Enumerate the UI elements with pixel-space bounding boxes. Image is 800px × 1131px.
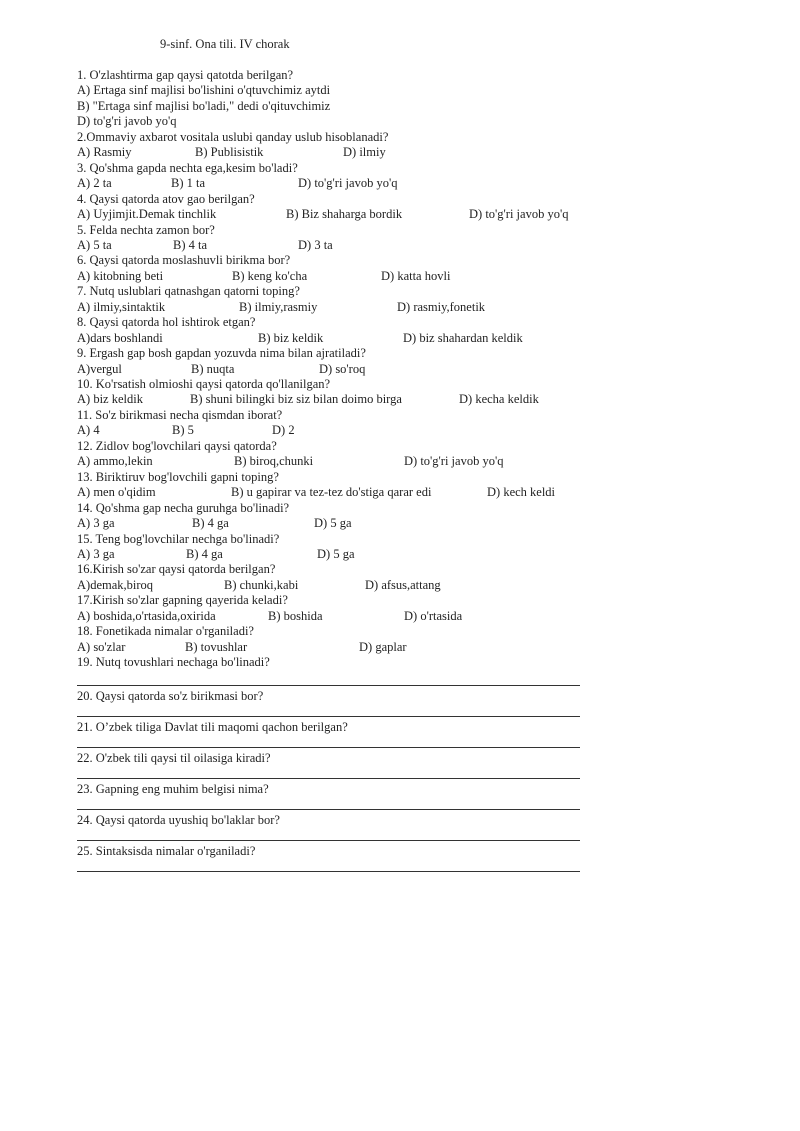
question-text: 17.Kirish so'zlar gapning qayerida keladi? xyxy=(77,593,288,608)
option-d: D) rasmiy,fonetik xyxy=(397,299,486,314)
option-d: D) 5 ga xyxy=(314,516,352,531)
option-b: B) ilmiy,rasmiy xyxy=(239,299,318,314)
question-text: 5. Felda nechta zamon bor? xyxy=(77,222,215,237)
question-text: 19. Nutq tovushlari nechaga bo'linadi? xyxy=(77,655,270,670)
option-d: D) 2 xyxy=(272,423,295,438)
option-b: B) 1 ta xyxy=(171,176,206,191)
option-b: B) Publisistik xyxy=(195,145,264,160)
option-d: D) 5 ga xyxy=(317,546,355,561)
open-question-text: 21. O’zbek tiliga Davlat tili maqomi qachon berilgan? xyxy=(77,720,348,734)
open-question-text: 24. Qaysi qatorda uyushiq bo'laklar bor? xyxy=(77,813,280,827)
open-question-text: 25. Sintaksisda nimalar o'rganiladi? xyxy=(77,844,256,858)
question-text: 6. Qaysi qatorda moslashuvli birikma bor? xyxy=(77,253,291,268)
option-b: B) chunki,kabi xyxy=(224,577,299,592)
option-b: B) Biz shaharga bordik xyxy=(286,207,403,222)
option-a: A) 4 xyxy=(77,423,100,438)
option-b: B) 5 xyxy=(172,423,194,438)
option-a: A)demak,biroq xyxy=(77,577,154,592)
option-d: D) biz shahardan keldik xyxy=(403,330,523,345)
option-b: B) u gapirar va tez-tez do'stiga qarar edi xyxy=(231,485,432,500)
option-a: A)vergul xyxy=(77,361,122,376)
option-d: D) gaplar xyxy=(359,639,407,654)
answer-line xyxy=(77,840,580,841)
option-a: A) so'zlar xyxy=(77,639,126,654)
option-d: D) afsus,attang xyxy=(365,577,441,592)
answer-line xyxy=(77,778,580,779)
option-d: D) ilmiy xyxy=(343,145,386,160)
question-text: 1. O'zlashtirma gap qaysi qatotda berilgan? xyxy=(77,68,294,82)
question-text: 14. Qo'shma gap necha guruhga bo'linadi? xyxy=(77,500,290,515)
option-a: A) 3 ga xyxy=(77,546,115,561)
option-b: B) nuqta xyxy=(191,361,235,376)
option-d: D) kecha keldik xyxy=(459,392,539,407)
open-question-text: 23. Gapning eng muhim belgisi nima? xyxy=(77,782,269,796)
option-a: A) boshida,o'rtasida,oxirida xyxy=(77,608,216,623)
option-b: B) 4 ga xyxy=(192,516,229,531)
option-d: D) o'rtasida xyxy=(404,608,463,623)
answer-line xyxy=(77,809,580,810)
answer-line xyxy=(77,716,580,717)
option-d: D) kech keldi xyxy=(487,485,556,500)
option-d: D) to'g'ri javob yo'q xyxy=(469,207,569,222)
option-a: A) 3 ga xyxy=(77,516,115,531)
question-text: 3. Qo'shma gapda nechta ega,kesim bo'ladi? xyxy=(77,160,298,175)
answer-line xyxy=(77,747,580,748)
option-d: D) to'g'ri javob yo'q xyxy=(298,176,398,191)
option-b: B) 4 ta xyxy=(173,237,208,252)
option-b: B) biroq,chunki xyxy=(234,454,314,469)
option-b: B) keng ko'cha xyxy=(232,268,308,283)
option-a: A) 2 ta xyxy=(77,176,112,191)
page-title: 9-sinf. Ona tili. IV chorak xyxy=(160,37,290,51)
question-text: 18. Fonetikada nimalar o'rganiladi? xyxy=(77,624,254,639)
option-d: D) so'roq xyxy=(319,361,366,376)
answer-option: D) to'g'ri javob yo'q xyxy=(77,114,177,129)
open-question-text: 20. Qaysi qatorda so'z birikmasi bor? xyxy=(77,689,264,703)
open-question-text: 22. O'zbek tili qaysi til oilasiga kiradi? xyxy=(77,751,271,765)
option-b: B) tovushlar xyxy=(185,639,248,654)
answer-option: A) Ertaga sinf majlisi bo'lishini o'qtuvchimiz aytdi xyxy=(77,83,331,98)
option-a: A) kitobning beti xyxy=(77,268,164,283)
question-text: 12. Zidlov bog'lovchilari qaysi qatorda? xyxy=(77,438,277,453)
option-a: A) biz keldik xyxy=(77,392,143,407)
question-text: 2.Ommaviy axbarot vositala uslubi qanday uslub hisoblanadi? xyxy=(77,129,389,144)
question-text: 7. Nutq uslublari qatnashgan qatorni toping? xyxy=(77,284,300,299)
option-d: D) katta hovli xyxy=(381,268,451,283)
option-a: A)dars boshlandi xyxy=(77,330,163,345)
option-a: A) ammo,lekin xyxy=(77,454,153,469)
option-a: A) Uyjimjit.Demak tinchlik xyxy=(77,207,217,222)
option-b: B) biz keldik xyxy=(258,330,324,345)
question-text: 4. Qaysi qatorda atov gao berilgan? xyxy=(77,191,255,206)
question-text: 13. Biriktiruv bog'lovchili gapni toping? xyxy=(77,469,279,484)
option-a: A) ilmiy,sintaktik xyxy=(77,299,166,314)
option-b: B) 4 ga xyxy=(186,546,223,561)
question-text: 9. Ergash gap bosh gapdan yozuvda nima bilan ajratiladi? xyxy=(77,346,366,361)
answer-line xyxy=(77,871,580,872)
option-a: A) 5 ta xyxy=(77,237,112,252)
question-text: 15. Teng bog'lovchilar nechga bo'linadi? xyxy=(77,531,280,546)
option-a: A) men o'qidim xyxy=(77,485,156,500)
answer-line xyxy=(77,685,580,686)
option-b: B) boshida xyxy=(268,608,323,623)
option-b: B) shuni bilingki biz siz bilan doimo birga xyxy=(190,392,402,407)
option-d: D) to'g'ri javob yo'q xyxy=(404,454,504,469)
option-d: D) 3 ta xyxy=(298,237,333,252)
question-text: 11. So'z birikmasi necha qismdan iborat? xyxy=(77,407,283,422)
question-text: 16.Kirish so'zar qaysi qatorda berilgan? xyxy=(77,562,276,577)
question-text: 10. Ko'rsatish olmioshi qaysi qatorda qo'llanilgan? xyxy=(77,377,331,391)
option-a: A) Rasmiy xyxy=(77,145,132,160)
question-text: 8. Qaysi qatorda hol ishtirok etgan? xyxy=(77,315,256,330)
answer-option: B) "Ertaga sinf majlisi bo'ladi," dedi o'qituvchimiz xyxy=(77,98,331,113)
